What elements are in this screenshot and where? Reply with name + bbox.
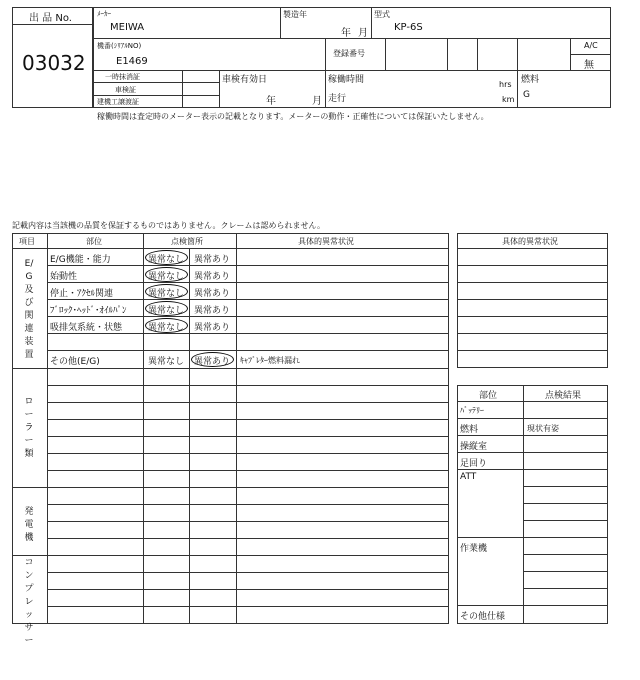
valid-year-unit: 年 [266,96,276,107]
year-label: 製造年 [283,10,307,19]
col-detail-header: 具体的異常状況 [298,237,354,246]
right-part-att: ATT [460,472,477,482]
row3-normal: 異常なし [148,289,185,299]
row2-normal: 異常なし [148,272,185,282]
right-part-battery: ﾊﾞｯﾃﾘｰ [460,406,484,415]
hours-label: 稼働時間 [328,75,365,85]
engine-other-detail: ｷｬﾌﾞﾚﾀｰ燃料漏れ [240,356,300,365]
serial-label: 機番(ｼﾘｱﾙNO) [97,42,142,50]
right-col-part-header: 部位 [479,391,498,401]
engine-part-other: その他(E/G) [50,357,100,367]
group-generator-label: 発電機 [24,507,34,543]
model-label: 型式 [374,10,390,19]
month-unit: 月 [358,28,368,39]
col-check-header: 点検箇所 [171,237,203,246]
transfer-cert-label: 建機工譲渡証 [97,98,139,106]
col-item-header: 項目 [19,237,35,246]
circle-mark-row4 [145,301,188,316]
circle-mark-other [191,352,234,367]
right-part-work-machine: 作業機 [460,544,488,554]
ac-label: A/C [584,41,598,50]
valid-month-unit: 月 [312,96,322,107]
inspection-valid-label: 車検有効日 [222,75,268,85]
row2-abnormal: 異常あり [194,272,231,282]
circle-mark-row2 [145,267,188,282]
col-part-header: 部位 [86,237,102,246]
inspection-cert-label: 車検証 [115,86,136,94]
row3-abnormal: 異常あり [194,289,231,299]
group-compressor-label: コンプレッサー [24,558,34,646]
right-part-cabin: 操縦室 [460,442,488,452]
maker-value: MEIWA [110,22,145,33]
row5-normal: 異常なし [148,323,185,333]
row4-abnormal: 異常あり [194,306,231,316]
row-other-normal: 異常なし [148,357,185,367]
circle-mark-row5 [145,318,188,333]
circle-mark-row1 [145,250,188,265]
right-result-fuel: 現状有姿 [527,424,559,433]
circle-mark-row3 [145,284,188,299]
row-other-abnormal: 異常あり [194,357,231,367]
temp-registration-label: 一時抹消証 [105,73,140,81]
right-col-result-header: 点検結果 [545,391,582,401]
serial-value: E1469 [116,56,148,67]
item-no-label: 出 品 No. [29,13,72,24]
item-no: 03032 [22,51,86,75]
group-engine-label: E/G及び関連装置 [24,259,34,360]
row5-abnormal: 異常あり [194,323,231,333]
fuel-label: 燃料 [521,75,540,85]
model-value: KP-6S [394,22,423,33]
right-part-fuel: 燃料 [460,425,479,435]
right-part-undercarriage: 足回り [460,459,488,469]
group-roller-label: ローラー類 [24,397,34,459]
row1-normal: 異常なし [148,255,185,265]
ac-value: 無 [584,60,594,71]
meter-note: 稼働時間は査定時のメーター表示の記載となります。メーターの動作・正確性については保証いたしません。 [97,112,489,121]
row4-normal: 異常なし [148,306,185,316]
engine-part-2: 始動性 [50,272,78,282]
engine-part-4: ﾌﾞﾛｯｸ･ﾍｯﾄﾞ･ｵｲﾙﾊﾟﾝ [50,306,127,316]
engine-part-5: 吸排気系統・状態 [50,323,123,333]
maker-label: ﾒｰｶｰ [97,10,111,18]
engine-part-1: E/G機能・能力 [50,255,111,265]
hours-unit: hrs [499,80,512,89]
mileage-label: 走行 [328,94,347,104]
registration-label: 登録番号 [333,49,365,58]
row1-abnormal: 異常あり [194,255,231,265]
engine-part-3: 停止・ｱｸｾﾙ関連 [50,289,114,299]
year-unit: 年 [341,28,351,39]
km-unit: km [502,95,515,104]
disclaimer: 記載内容は当該機の品質を保証するものではありません。クレームは認められません。 [12,221,325,230]
right-part-other-spec: その他仕様 [460,612,506,622]
right-detail-header: 具体的異常状況 [502,237,558,246]
fuel-value: G [523,90,530,100]
